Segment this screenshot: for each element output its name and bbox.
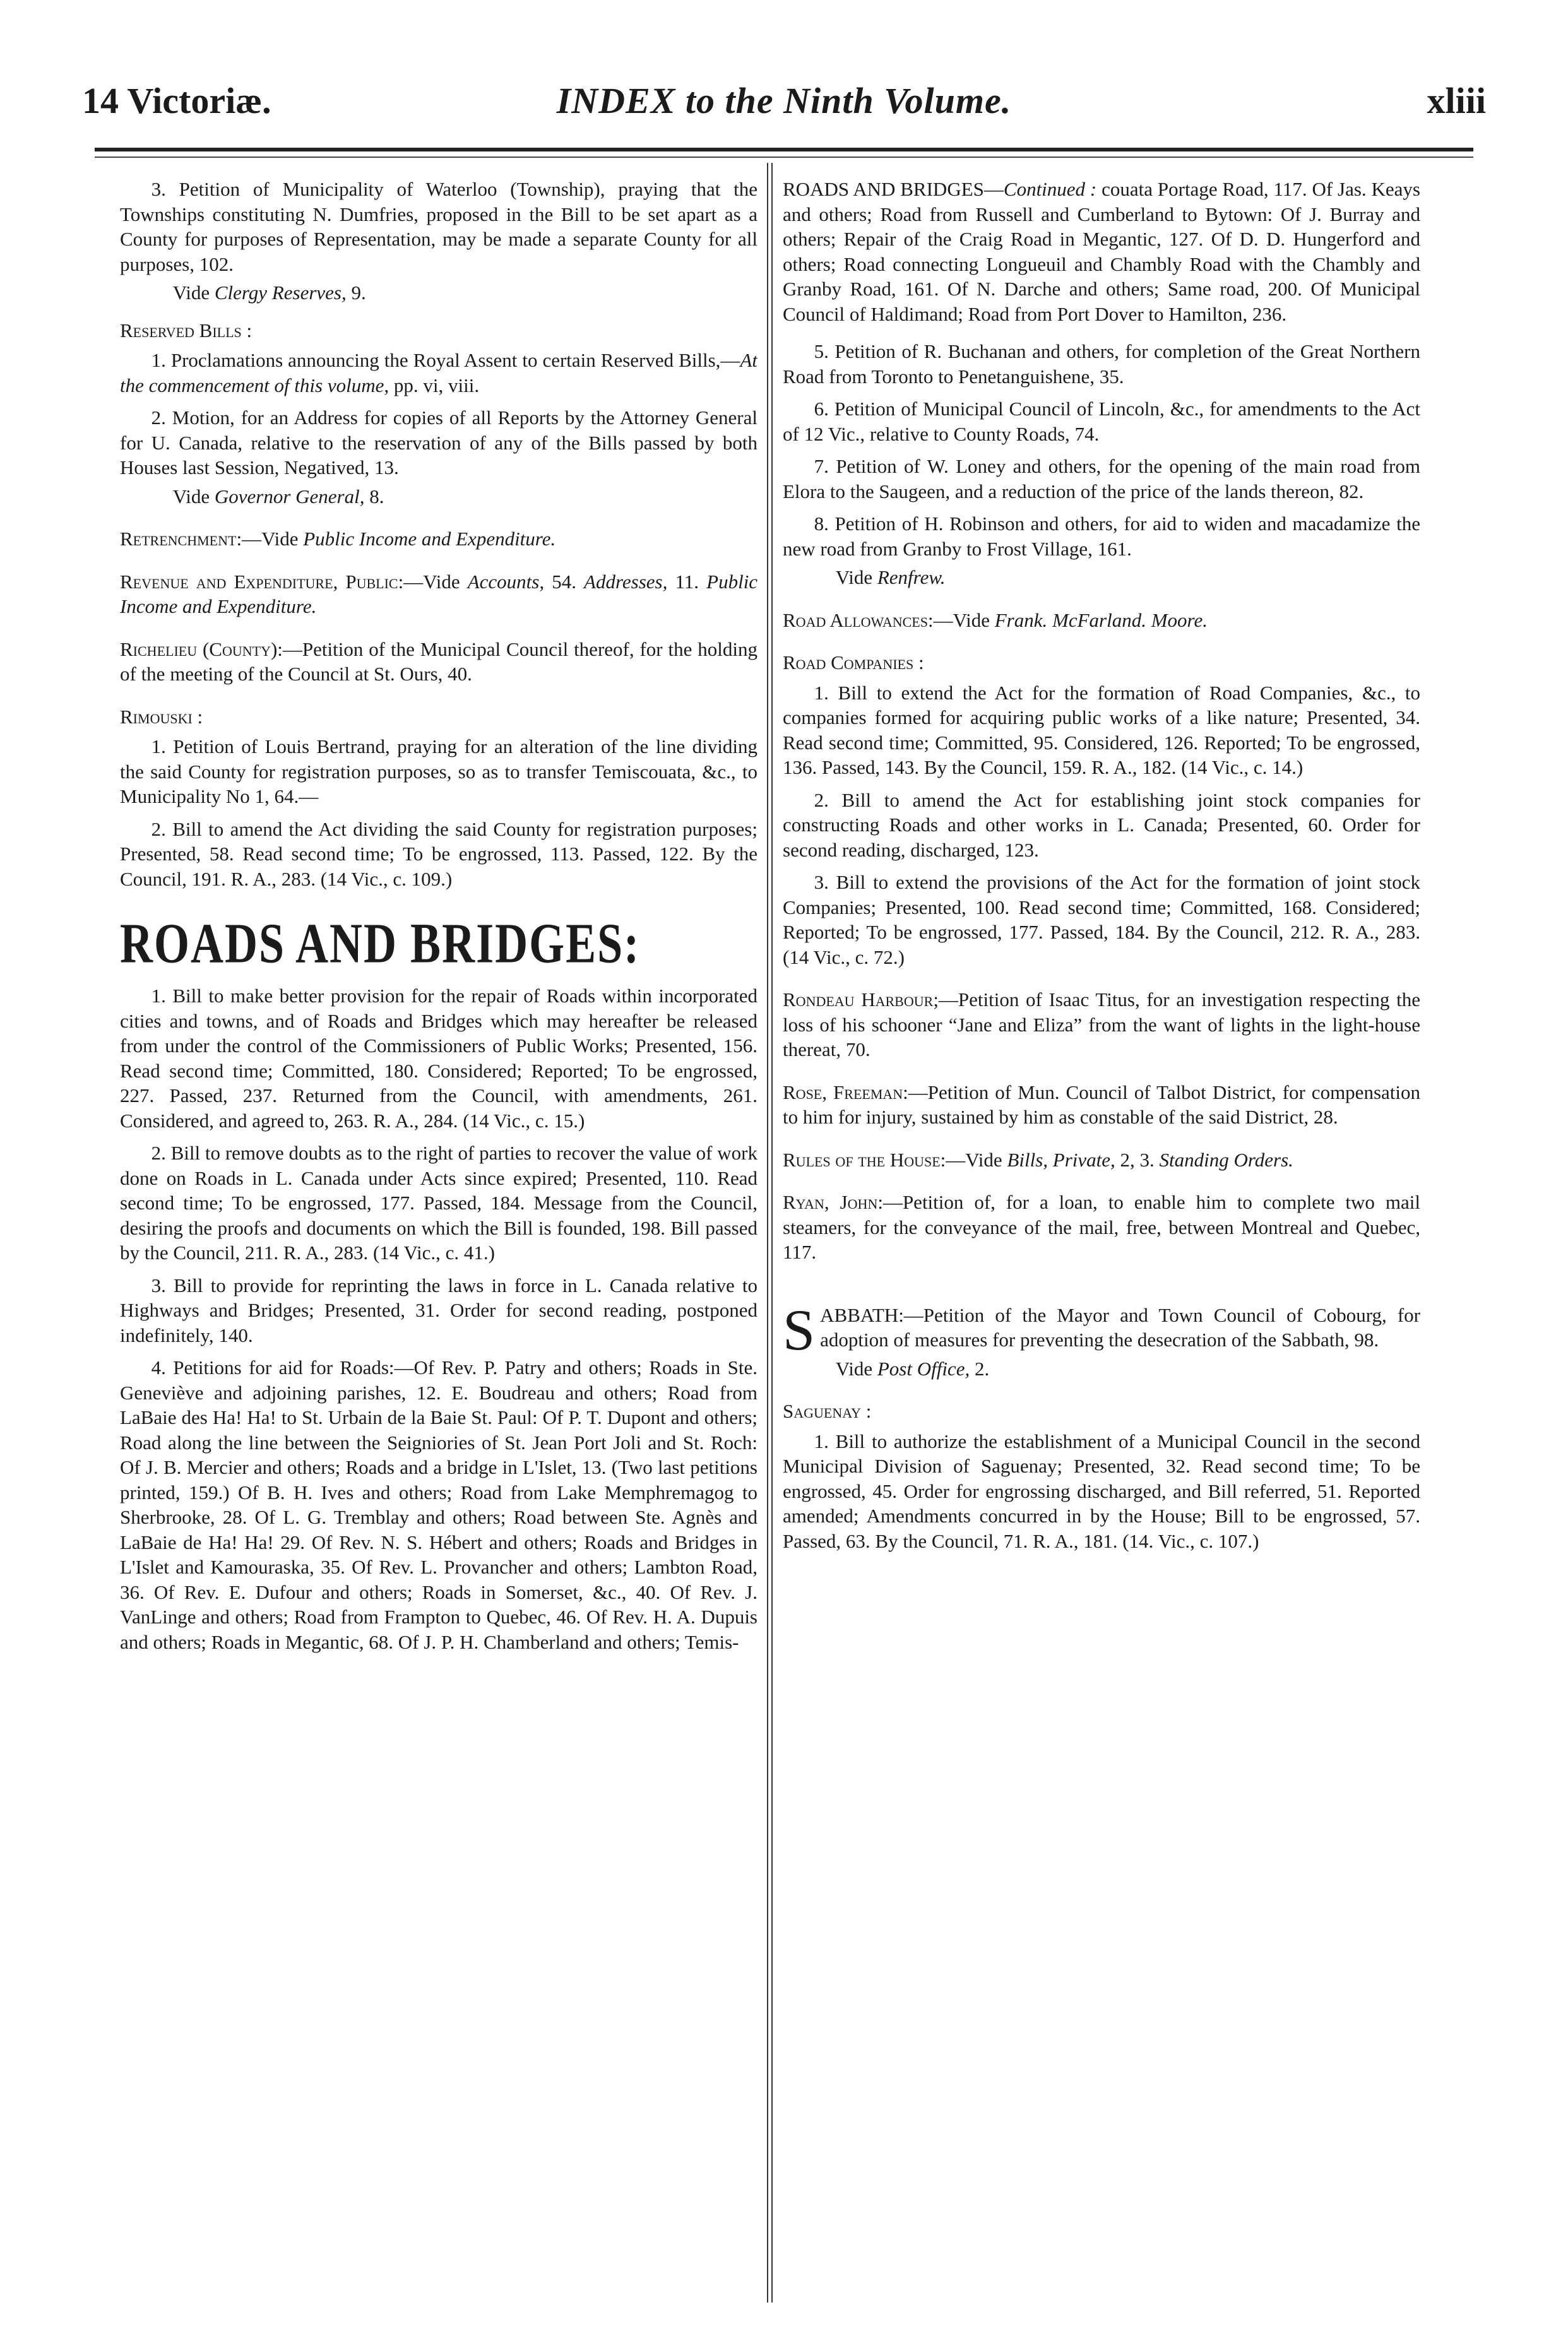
- entry-sabbath: [783, 1297, 1420, 1362]
- entry-roads-continued: [783, 177, 1420, 326]
- left-column: [120, 177, 757, 2297]
- vide-word: Vide: [835, 566, 873, 588]
- vide-renfrew: [783, 565, 1420, 590]
- retrenchment-ref: Public Income and Expenditure.: [303, 528, 556, 550]
- vide-clergy-reserves: [120, 280, 757, 305]
- richelieu-text: :—Petition of the Municipal Council thereof, for the holding of the meeting of the Council at St. Ours, 40.: [120, 637, 757, 685]
- entry-roads-8: 8. Petition of H. Robinson and others, for aid to widen and macadamize the new road from Granby to Frost Village, 161.: [783, 513, 1420, 560]
- rose-text: :—Petition of Mun. Council of Talbot District, for compensation to him for injury, sustained by him as constable of the said District, 28.: [783, 1081, 1420, 1128]
- entry-waterloo-petition: 3. Petition of Municipality of Waterloo (Township), praying that the Townships constituting N. Dumfries, proposed in the Bill to be set apart as a County for purposes of Representation, may be made a separate County for all purposes, 102.: [120, 178, 757, 275]
- entry-ryan-john: [783, 1190, 1420, 1265]
- rules-ref-1: Bills, Private,: [1007, 1148, 1115, 1171]
- entry-rondeau-harbour: [783, 987, 1420, 1062]
- column-divider: [767, 163, 768, 2303]
- running-header: [76, 57, 1492, 133]
- sabbath-text: :—Petition of the Mayor and Town Council of Cobourg, for adoption of measures for preventing the desecration of the Sabbath, 98.: [820, 1303, 1420, 1351]
- column-divider-second: [771, 163, 773, 2303]
- heading-rimouski: [120, 704, 757, 730]
- revenue-num-1: 54.: [552, 570, 576, 593]
- vide-word: Vide: [835, 1357, 873, 1380]
- header-rule-thick: [95, 148, 1473, 151]
- entry-roads-2: 2. Bill to remove doubts as to the right of parties to recover the value of work done on Roads in L. Canada under Acts since expired; Presented, 110. Read second time; To be engrossed, 177. Passed, 184. Message from the Council, desiring the proofs and documents on which the Bill is founded, 198. Bill passed by the Council, 211. R. A., 283. (14 Vic., c. 41.): [120, 1142, 757, 1264]
- ryan-head: Ryan, John: [783, 1191, 878, 1213]
- retrenchment-vide: :—Vide: [236, 528, 299, 550]
- richelieu-head: Richelieu (County): [120, 637, 278, 660]
- entry-roads-5: 5. Petition of R. Buchanan and others, for completion of the Great Northern Road from Toronto to Penetanguishene, 35.: [783, 340, 1420, 388]
- heading-reserved-bills: [120, 318, 757, 343]
- heading-road-companies: [783, 650, 1420, 675]
- revenue-vide: :—Vide: [398, 570, 460, 593]
- rondeau-head: Rondeau Harbour: [783, 988, 934, 1011]
- vide-num: 8.: [369, 485, 384, 507]
- sabbath-head: ABBATH: [820, 1303, 899, 1326]
- rb1-tail: pp. vi, viii.: [393, 374, 480, 396]
- entry-roads-4: 4. Petitions for aid for Roads:—Of Rev. P. Patry and others; Roads in Ste. Geneviève and adjoining parishes, 12. E. Boudreau and others; Road from LaBaie des Ha! Ha! to St. Urbain de la Baie St. Paul: Of P. T. Dupont and others; Road along the line between the Seigniories of St. Jean Port Joli and St. Roch: Of J. B. Mercier and others; Roads and a bridge in L'Islet, 13. (Two last petitions printed, 159.) Of B. H. Ives and others; Road from Lake Memphremagog to Sherbrooke, 28. Of L. G. Tremblay and others; Road between Ste. Agnès and LaBaie de Ha! Ha! 29. Of Rev. N. S. Hébert and others; Roads and Bridges in L'Islet and Kamouraska, 35. Of Rev. L. Provancher and others; Lambton Road, 36. Of Rev. E. Dufour and others; Roads in Somerset, &c., 40. Of Rev. J. VanLinge and others; Road from Frampton to Quebec, 46. Of Rev. H. A. Dupuis and others; Roads in Megantic, 68. Of J. P. H. Chamberland and others; Temis-: [120, 1356, 757, 1653]
- rules-ref-2: Standing Orders.: [1159, 1148, 1293, 1171]
- road-allowances-head: Road Allowances: [783, 608, 928, 631]
- entry-retrenchment: [120, 526, 757, 552]
- entry-road-companies-3: 3. Bill to extend the provisions of the Act for the formation of joint stock Companies; Presented, 100. Read second time; Committed, 168. Considered; Reported; To be engrossed, 177. Passed, 184. By the Council, 212. R. A., 283. (14 Vic., c. 72.): [783, 871, 1420, 968]
- entry-roads-7: 7. Petition of W. Loney and others, for the opening of the main road from Elora to the Saugeen, and a reduction of the price of the lands thereon, 82.: [783, 455, 1420, 502]
- vide-ref: Post Office,: [877, 1357, 970, 1380]
- rb1-main: 1. Proclamations announcing the Royal Assent to certain Reserved Bills,—: [151, 349, 740, 371]
- revenue-ref-1: Accounts,: [467, 570, 545, 593]
- continued-text: couata Portage Road, 117. Of Jas. Keays and others; Road from Russell and Cumberland to Bytown: Of J. Burray and others; Repair of the Craig Road in Megantic, 127. Of D. D. Hungerford and others; Road connecting Longueuil and Chambly Road with the Chambly and Granby Road, 161. Of N. Darche and others; Same road, 200. Of Municipal Council of Haldimand; Road from Port Dover to Hamilton, 236.: [783, 178, 1420, 325]
- heading-road-companies-text: Road Companies :: [783, 651, 924, 673]
- section-heading-roads-and-bridges: ROADS AND BRIDGES:: [120, 911, 641, 975]
- entry-reserved-bills-2: 2. Motion, for an Address for copies of all Reports by the Attorney General for U. Canada, relative to the reservation of any of the Bills passed by both Houses last Session, Negatived, 13.: [120, 406, 757, 478]
- rules-nums: 2, 3.: [1120, 1148, 1155, 1171]
- entry-richelieu: [120, 637, 757, 687]
- revenue-head: Revenue and Expenditure, Public: [120, 570, 398, 593]
- rose-head: Rose, Freeman: [783, 1081, 903, 1103]
- header-session: 14 Victoriæ.: [82, 80, 271, 121]
- vide-ref: Renfrew.: [877, 566, 946, 588]
- entry-revenue: [120, 569, 757, 619]
- entry-rimouski-2: 2. Bill to amend the Act dividing the said County for registration purposes; Presented, 58. Read second time; To be engrossed, 113. Passed, 122. By the Council, 191. R. A., 283. (14 Vic., c. 109.): [120, 817, 757, 890]
- sabbath-dropcap: S: [783, 1297, 816, 1362]
- vide-ref: Governor General,: [214, 485, 365, 507]
- right-column: [783, 177, 1420, 2297]
- header-rule-thin: [95, 157, 1473, 158]
- vide-word: Vide: [172, 485, 210, 507]
- revenue-ref-2: Addresses,: [584, 570, 668, 593]
- heading-reserved-bills-text: Reserved Bills :: [120, 319, 252, 341]
- rules-head: Rules of the House: [783, 1148, 941, 1171]
- entry-rules-of-the-house: [783, 1147, 1420, 1173]
- retrenchment-head: Retrenchment: [120, 528, 237, 550]
- heading-saguenay: [783, 1399, 1420, 1424]
- revenue-ref-3: Public Income and Expenditure.: [120, 570, 757, 617]
- vide-ref: Clergy Reserves,: [214, 282, 347, 304]
- vide-word: Vide: [172, 282, 210, 304]
- entry-rimouski-1: 1. Petition of Louis Bertrand, praying for an alteration of the line dividing the said County for registration purposes, so as to transfer Temiscouata, &c., to Municipality No 1, 64.—: [120, 735, 757, 807]
- heading-saguenay-text: Saguenay :: [783, 1400, 872, 1422]
- entry-road-allowances: [783, 608, 1420, 633]
- entry-roads-6: 6. Petition of Municipal Council of Lincoln, &c., for amendments to the Act of 12 Vic., relative to County Roads, 74.: [783, 398, 1420, 445]
- entry-road-companies-2: 2. Bill to amend the Act for establishing joint stock companies for constructing Roads and other works in L. Canada; Presented, 60. Order for second reading, discharged, 123.: [783, 788, 1420, 861]
- continued-label: Continued :: [1003, 178, 1097, 200]
- entry-roads-3: 3. Bill to provide for reprinting the laws in force in L. Canada relative to Highways and Bridges; Presented, 31. Order for second reading, postponed indefinitely, 140.: [120, 1274, 757, 1346]
- header-page-number: xliii: [1427, 80, 1486, 121]
- continued-head: ROADS AND BRIDGES—: [783, 178, 1004, 200]
- vide-num: 9.: [351, 282, 366, 304]
- rb1-ital: At the commencement of this volume,: [120, 349, 757, 396]
- revenue-num-2: 11.: [675, 570, 699, 593]
- vide-post-office: [783, 1356, 1420, 1382]
- ryan-text: :—Petition of, for a loan, to enable him to complete two mail steamers, for the conveyance of the mail, free, between Montreal and Quebec, 117.: [783, 1191, 1420, 1263]
- entry-saguenay-1: 1. Bill to authorize the establishment of a Municipal Council in the second Municipal Division of Saguenay; Presented, 32. Read second time; To be engrossed, 45. Order for engrossing discharged, and Bill referred, 51. Reported amended; Amendments concurred in by the House; Bill to be engrossed, 57. Passed, 63. By the Council, 71. R. A., 181. (14. Vic., c. 107.): [783, 1430, 1420, 1552]
- road-allowances-ref: Frank. McFarland. Moore.: [994, 608, 1208, 631]
- entry-roads-1: 1. Bill to make better provision for the repair of Roads within incorporated cities and towns, and of Roads and Bridges which may hereafter be released from under the control of the Commissioners of Public Works; Presented, 156. Read second time; Committed, 180. Considered; Reported; To be engrossed, 227. Passed, 237. Returned from the Council, with amendments, 261. Considered, and agreed to, 263. R. A., 284. (14 Vic., c. 15.): [120, 985, 757, 1132]
- header-title: INDEX to the Ninth Volume.: [556, 80, 1012, 121]
- entry-road-companies-1: 1. Bill to extend the Act for the formation of Road Companies, &c., to companies formed for acquiring public works of a like nature; Presented, 34. Read second time; Committed, 95. Considered, 126. Reported; To be engrossed, 136. Passed, 143. By the Council, 159. R. A., 182. (14 Vic., c. 14.): [783, 681, 1420, 778]
- vide-num: 2.: [974, 1357, 990, 1380]
- rondeau-text: ;—Petition of Isaac Titus, for an investigation respecting the loss of his schooner “Jane and Eliza” from the want of lights in the light-house thereat, 70.: [783, 988, 1420, 1060]
- entry-reserved-bills-1: [120, 348, 757, 398]
- road-allowances-vide: :—Vide: [927, 608, 990, 631]
- entry-rose-freeman: [783, 1080, 1420, 1130]
- heading-rimouski-text: Rimouski :: [120, 705, 203, 728]
- vide-governor-general: [120, 484, 757, 509]
- rules-vide: :—Vide: [940, 1148, 1002, 1171]
